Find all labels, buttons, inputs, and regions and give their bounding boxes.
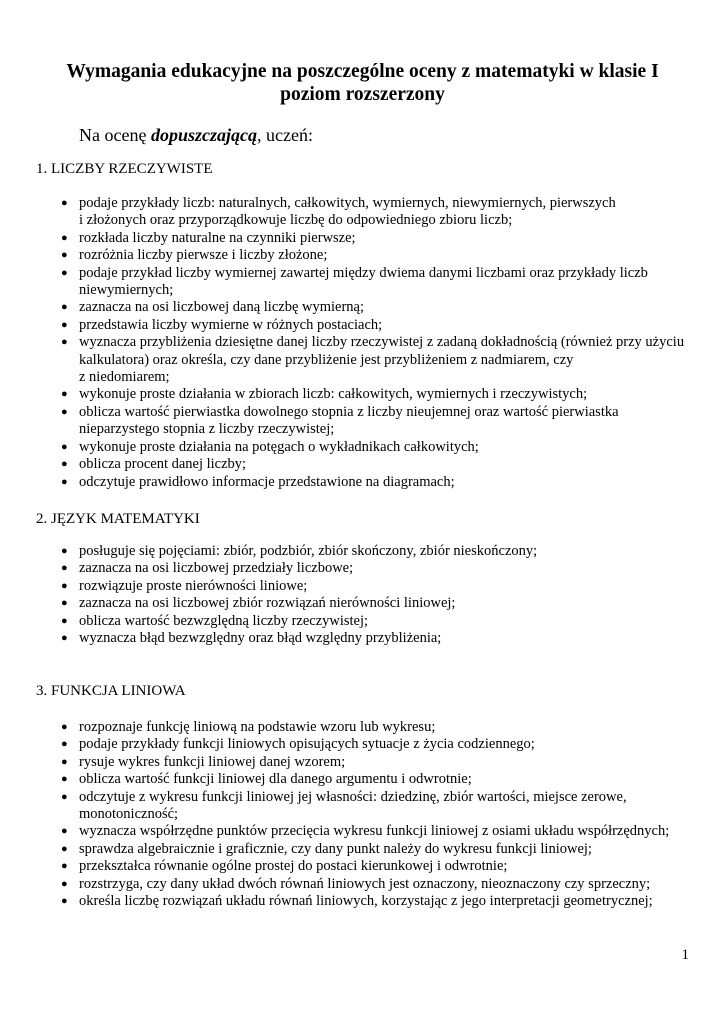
list-item-text: zaznacza na osi liczbowej daną liczbę wymierną; <box>79 299 365 316</box>
bullet-icon: ● <box>61 738 68 751</box>
section-list-jezyk-matematyki <box>61 543 699 647</box>
list-item-text: kalkulatora) oraz określa, czy dane przybliżenie jest przybliżeniem z nadmiarem, czy <box>79 351 574 368</box>
bullet-icon: ● <box>61 877 68 890</box>
bullet-icon: ● <box>61 597 68 610</box>
bullet-icon: ● <box>61 545 68 557</box>
list-item-text: przedstawia liczby wymierne w różnych postaciach; <box>79 316 383 333</box>
list-item <box>61 438 699 456</box>
list-item <box>61 299 699 316</box>
list-item-text: wyznacza błąd bezwzględny oraz błąd względny przybliżenia; <box>79 630 442 647</box>
bullet-icon: ● <box>61 266 68 279</box>
bullet-icon: ● <box>61 614 68 627</box>
bullet-icon: ● <box>61 458 68 471</box>
list-item-text: rozwiązuje proste nierówności liniowe; <box>79 577 308 594</box>
list-item-text: podaje przykład liczby wymiernej zawartej między dwiema danymi liczbami oraz przykłady liczb <box>79 264 648 281</box>
list-item-text: wyznacza współrzędne punktów przecięcia wykresu funkcji liniowej z osiami układu współrzędnych; <box>79 823 670 840</box>
list-item-text: zaznacza na osi liczbowej zbiór rozwiązań nierówności liniowej; <box>79 595 456 612</box>
list-item-text: rozstrzyga, czy dany układ dwóch równań liniowych jest oznaczony, nieoznaczony czy sprzeczny; <box>79 875 651 892</box>
bullet-icon: ● <box>61 842 68 855</box>
section-title-liczby-rzeczywiste: 1. LICZBY RZECZYWISTE <box>36 161 213 177</box>
document-title <box>40 60 685 106</box>
bullet-icon: ● <box>61 825 68 838</box>
intro-suffix: , uczeń: <box>256 125 313 145</box>
list-item-text: oblicza wartość funkcji liniowej dla danego argumentu i odwrotnie; <box>79 771 472 788</box>
section-list-liczby-rzeczywiste <box>61 195 699 491</box>
list-item-text: oblicza procent danej liczby; <box>79 456 247 473</box>
bullet-icon: ● <box>61 301 68 314</box>
bullet-icon: ● <box>61 405 68 418</box>
list-item <box>61 247 699 264</box>
list-item <box>61 386 699 403</box>
page-number: 1 <box>681 947 689 963</box>
list-item <box>61 264 699 300</box>
bullet-icon: ● <box>61 231 68 244</box>
list-item <box>61 334 699 386</box>
list-item-text: i złożonych oraz przyporządkowuje liczbę do odpowiedniego zbioru liczb; <box>79 212 513 229</box>
list-item <box>61 577 699 595</box>
list-item-text: odczytuje z wykresu funkcji liniowej jej własności: dziedzinę, zbiór wartości, miejsce zerowe, <box>79 788 627 805</box>
title-line-1: Wymagania edukacyjne na poszczególne oceny z matematyki w klasie I <box>66 61 659 82</box>
list-item-text: rozpoznaje funkcję liniową na podstawie wzoru lub wykresu; <box>79 719 436 735</box>
bullet-icon: ● <box>61 336 68 349</box>
list-item <box>61 543 699 560</box>
list-item-text: oblicza wartość bezwzględną liczby rzeczywistej; <box>79 612 369 629</box>
bullet-icon: ● <box>61 562 68 575</box>
list-item <box>61 630 699 647</box>
list-item-text: podaje przykłady liczb: naturalnych, całkowitych, wymiernych, niewymiernych, pierwszych <box>79 195 616 211</box>
bullet-icon: ● <box>61 475 68 488</box>
list-item-text: z niedomiarem; <box>79 369 170 386</box>
list-item-text: odczytuje prawidłowo informacje przedstawione na diagramach; <box>79 473 455 490</box>
list-item-text: sprawdza algebraicznie i graficznie, czy dany punkt należy do wykresu funkcji liniowej; <box>79 840 592 857</box>
bullet-icon: ● <box>61 860 68 873</box>
list-item <box>61 753 699 771</box>
list-item <box>61 823 699 840</box>
list-item-text: przekształca równanie ogólne prostej do postaci kierunkowej i odwrotnie; <box>79 858 508 875</box>
list-item-text: określa liczbę rozwiązań układu równań liniowych, korzystając z jego interpretacji geometrycznej; <box>79 893 653 910</box>
bullet-icon: ● <box>61 249 68 262</box>
list-item <box>61 229 699 247</box>
list-item <box>61 875 699 893</box>
bullet-icon: ● <box>61 318 68 331</box>
list-item-text: niewymiernych; <box>79 282 174 299</box>
list-item-text: podaje przykłady funkcji liniowych opisujących sytuacje z życia codziennego; <box>79 736 535 753</box>
list-item-text: wykonuje proste działania w zbiorach liczb: całkowitych, wymiernych i rzeczywistych; <box>79 386 588 403</box>
list-item <box>61 560 699 577</box>
list-item <box>61 840 699 858</box>
section-title-funkcja-liniowa: 3. FUNKCJA LINIOWA <box>36 683 186 699</box>
list-item-text: posługuje się pojęciami: zbiór, podzbiór, zbiór skończony, zbiór nieskończony; <box>79 543 538 559</box>
list-item-text: rozróżnia liczby pierwsze i liczby złożone; <box>79 247 328 264</box>
list-item-text: rysuje wykres funkcji liniowej danej wzorem; <box>79 753 346 770</box>
bullet-icon: ● <box>61 579 68 592</box>
list-item <box>61 456 699 473</box>
list-item <box>61 403 699 439</box>
bullet-icon: ● <box>61 755 68 768</box>
list-item-text: monotoniczność; <box>79 806 179 823</box>
list-item-text: oblicza wartość pierwiastka dowolnego stopnia z liczby nieujemnej oraz wartość pierwiastka <box>79 403 619 420</box>
list-item <box>61 771 699 788</box>
list-item-text: wyznacza przybliżenia dziesiętne danej liczby rzeczywistej z zadaną dokładnością (również przy użyciu <box>79 334 685 351</box>
list-item <box>61 195 699 230</box>
bullet-icon: ● <box>61 895 68 908</box>
bullet-icon: ● <box>61 440 68 453</box>
grade-name: dopuszczającą <box>150 125 257 145</box>
list-item <box>61 316 699 334</box>
list-item-text: zaznacza na osi liczbowej przedziały liczbowe; <box>79 560 354 577</box>
list-item <box>61 736 699 753</box>
bullet-icon: ● <box>61 721 68 733</box>
intro-prefix: Na ocenę <box>79 125 151 145</box>
list-item <box>61 858 699 875</box>
list-item <box>61 788 699 824</box>
list-item <box>61 473 699 491</box>
section-title-jezyk-matematyki: 2. JĘZYK MATEMATYKI <box>36 511 200 527</box>
bullet-icon: ● <box>61 632 68 645</box>
list-item-text: nieparzystego stopnia z liczby rzeczywistej; <box>79 421 335 438</box>
bullet-icon: ● <box>61 388 68 401</box>
list-item-text: wykonuje proste działania na potęgach o wykładnikach całkowitych; <box>79 438 479 455</box>
bullet-icon: ● <box>61 773 68 786</box>
bullet-icon: ● <box>61 197 68 209</box>
title-line-2: poziom rozszerzony <box>280 84 445 105</box>
list-item <box>61 595 699 612</box>
bullet-icon: ● <box>61 790 68 803</box>
grade-intro <box>79 124 313 146</box>
list-item <box>61 893 699 910</box>
list-item <box>61 612 699 630</box>
list-item-text: rozkłada liczby naturalne na czynniki pierwsze; <box>79 229 356 246</box>
section-list-funkcja-liniowa <box>61 719 699 910</box>
list-item <box>61 719 699 736</box>
